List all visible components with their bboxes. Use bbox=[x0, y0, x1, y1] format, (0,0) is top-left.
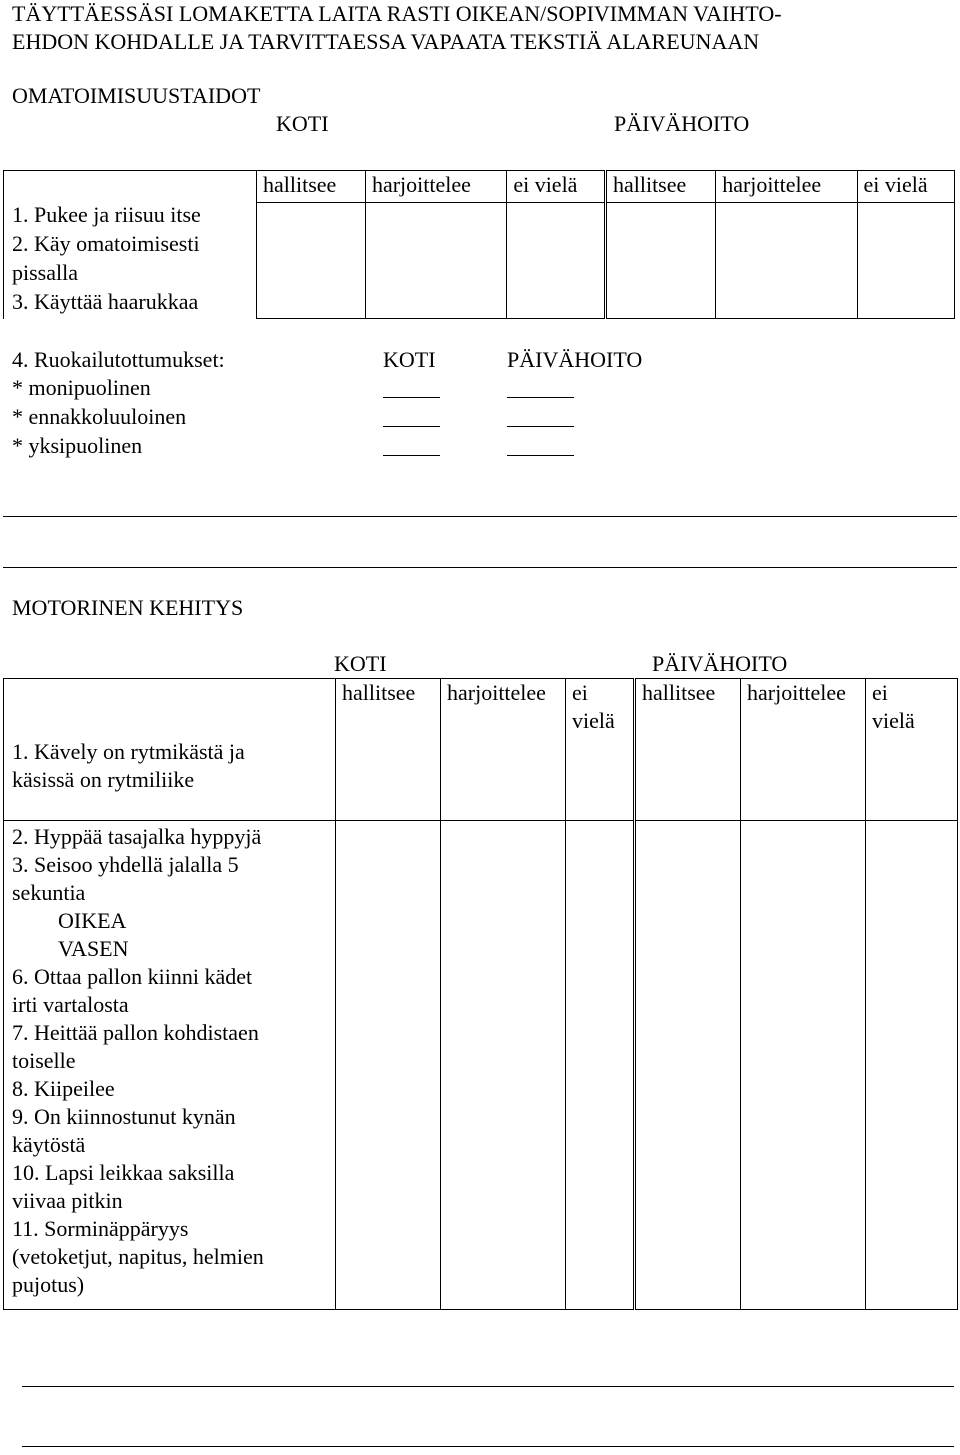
motor-items-cell bbox=[4, 821, 336, 1310]
motor-item: irti vartalosta bbox=[12, 992, 129, 1017]
motor-cell[interactable] bbox=[336, 821, 441, 1310]
motor-item-left: VASEN bbox=[58, 936, 129, 961]
self-care-home-label: KOTI bbox=[276, 111, 329, 136]
self-care-daycare-label: PÄIVÄHOITO bbox=[614, 111, 750, 136]
motor-cell[interactable] bbox=[741, 821, 866, 1310]
motor-item: 6. Ottaa pallon kiinni kädet bbox=[12, 964, 253, 989]
motor-item: pujotus) bbox=[12, 1272, 85, 1297]
motor-cell[interactable] bbox=[866, 821, 958, 1310]
self-care-item-2-cont: pissalla bbox=[12, 260, 78, 285]
eating-blank-home-1[interactable] bbox=[383, 397, 440, 398]
self-care-cell[interactable] bbox=[507, 203, 606, 319]
eating-daycare-label: PÄIVÄHOITO bbox=[507, 347, 643, 372]
motor-col-home-not-yet bbox=[566, 679, 635, 821]
self-care-col-home-practising: harjoittelee bbox=[365, 171, 506, 203]
self-care-cell[interactable] bbox=[716, 203, 857, 319]
motor-item-1-line-1: 1. Kävely on rytmikästä ja bbox=[12, 739, 245, 764]
free-text-line-4[interactable] bbox=[22, 1446, 954, 1447]
motor-col-home-practising: harjoittelee bbox=[441, 679, 566, 821]
motor-item: 9. On kiinnostunut kynän bbox=[12, 1104, 236, 1129]
motor-col-daycare-not-yet-2: vielä bbox=[872, 708, 915, 733]
eating-label: 4. Ruokailutottumukset: bbox=[12, 347, 225, 372]
eating-option-2: * ennakkoluuloinen bbox=[12, 404, 187, 429]
self-care-title: OMATOIMISUUSTAIDOT bbox=[12, 83, 261, 108]
instruction-line-2: EHDON KOHDALLE JA TARVITTAESSA VAPAATA TEKSTIÄ ALAREUNAAN bbox=[12, 29, 760, 54]
motor-item: käytöstä bbox=[12, 1132, 86, 1157]
motor-cell[interactable] bbox=[441, 821, 566, 1310]
motor-item: viivaa pitkin bbox=[12, 1188, 123, 1213]
motor-item: 10. Lapsi leikkaa saksilla bbox=[12, 1160, 235, 1185]
self-care-cell[interactable] bbox=[257, 203, 366, 319]
motor-cell[interactable] bbox=[635, 821, 741, 1310]
self-care-item-1: 1. Pukee ja riisuu itse bbox=[12, 202, 201, 227]
self-care-col-daycare-masters: hallitsee bbox=[605, 171, 715, 203]
free-text-line-2[interactable] bbox=[3, 567, 957, 568]
eating-option-1: * monipuolinen bbox=[12, 375, 151, 400]
eating-blank-home-3[interactable] bbox=[383, 455, 440, 456]
motor-item: 11. Sorminäppäryys bbox=[12, 1216, 189, 1241]
instruction-line-1: TÄYTTÄESSÄSI LOMAKETTA LAITA RASTI OIKEAN/SOPIVIMMAN VAIHTO- bbox=[12, 1, 782, 26]
self-care-item-3: 3. Käyttää haarukkaa bbox=[12, 289, 199, 314]
eating-blank-home-2[interactable] bbox=[383, 426, 440, 427]
self-care-cell[interactable] bbox=[857, 203, 954, 319]
motor-col-daycare-not-yet-1: ei bbox=[872, 680, 888, 705]
motor-item-1-cell bbox=[4, 679, 336, 821]
motor-col-home-not-yet-2: vielä bbox=[572, 708, 615, 733]
motor-daycare-label: PÄIVÄHOITO bbox=[652, 651, 788, 676]
eating-blank-daycare-3[interactable] bbox=[507, 455, 574, 456]
motor-cell[interactable] bbox=[566, 821, 635, 1310]
eating-blank-daycare-1[interactable] bbox=[507, 397, 574, 398]
self-care-cell[interactable] bbox=[365, 203, 506, 319]
self-care-col-home-not-yet: ei vielä bbox=[507, 171, 606, 203]
motor-item: (vetoketjut, napitus, helmien bbox=[12, 1244, 264, 1269]
motor-table bbox=[3, 678, 958, 1310]
eating-home-label: KOTI bbox=[383, 347, 436, 372]
motor-home-label: KOTI bbox=[334, 651, 387, 676]
motor-item: 2. Hyppää tasajalka hyppyjä bbox=[12, 824, 262, 849]
free-text-line-1[interactable] bbox=[3, 516, 957, 517]
motor-title: MOTORINEN KEHITYS bbox=[12, 595, 244, 620]
motor-item: 8. Kiipeilee bbox=[12, 1076, 115, 1101]
self-care-col-home-masters: hallitsee bbox=[257, 171, 366, 203]
motor-item-1-line-2: käsissä on rytmiliike bbox=[12, 767, 195, 792]
self-care-item-2: 2. Käy omatoimisesti bbox=[12, 231, 200, 256]
self-care-col-daycare-not-yet: ei vielä bbox=[857, 171, 954, 203]
motor-col-daycare-masters: hallitsee bbox=[635, 679, 741, 821]
motor-col-home-not-yet-1: ei bbox=[572, 680, 588, 705]
free-text-line-3[interactable] bbox=[22, 1386, 954, 1387]
motor-item-right: OIKEA bbox=[58, 908, 127, 933]
self-care-col-daycare-practising: harjoittelee bbox=[716, 171, 857, 203]
eating-blank-daycare-2[interactable] bbox=[507, 426, 574, 427]
motor-col-home-masters: hallitsee bbox=[336, 679, 441, 821]
motor-item: sekuntia bbox=[12, 880, 86, 905]
eating-option-3: * yksipuolinen bbox=[12, 433, 143, 458]
motor-item: toiselle bbox=[12, 1048, 76, 1073]
self-care-cell[interactable] bbox=[605, 203, 715, 319]
motor-col-daycare-not-yet bbox=[866, 679, 958, 821]
motor-item: 3. Seisoo yhdellä jalalla 5 bbox=[12, 852, 239, 877]
motor-item: 7. Heittää pallon kohdistaen bbox=[12, 1020, 259, 1045]
motor-col-daycare-practising: harjoittelee bbox=[741, 679, 866, 821]
